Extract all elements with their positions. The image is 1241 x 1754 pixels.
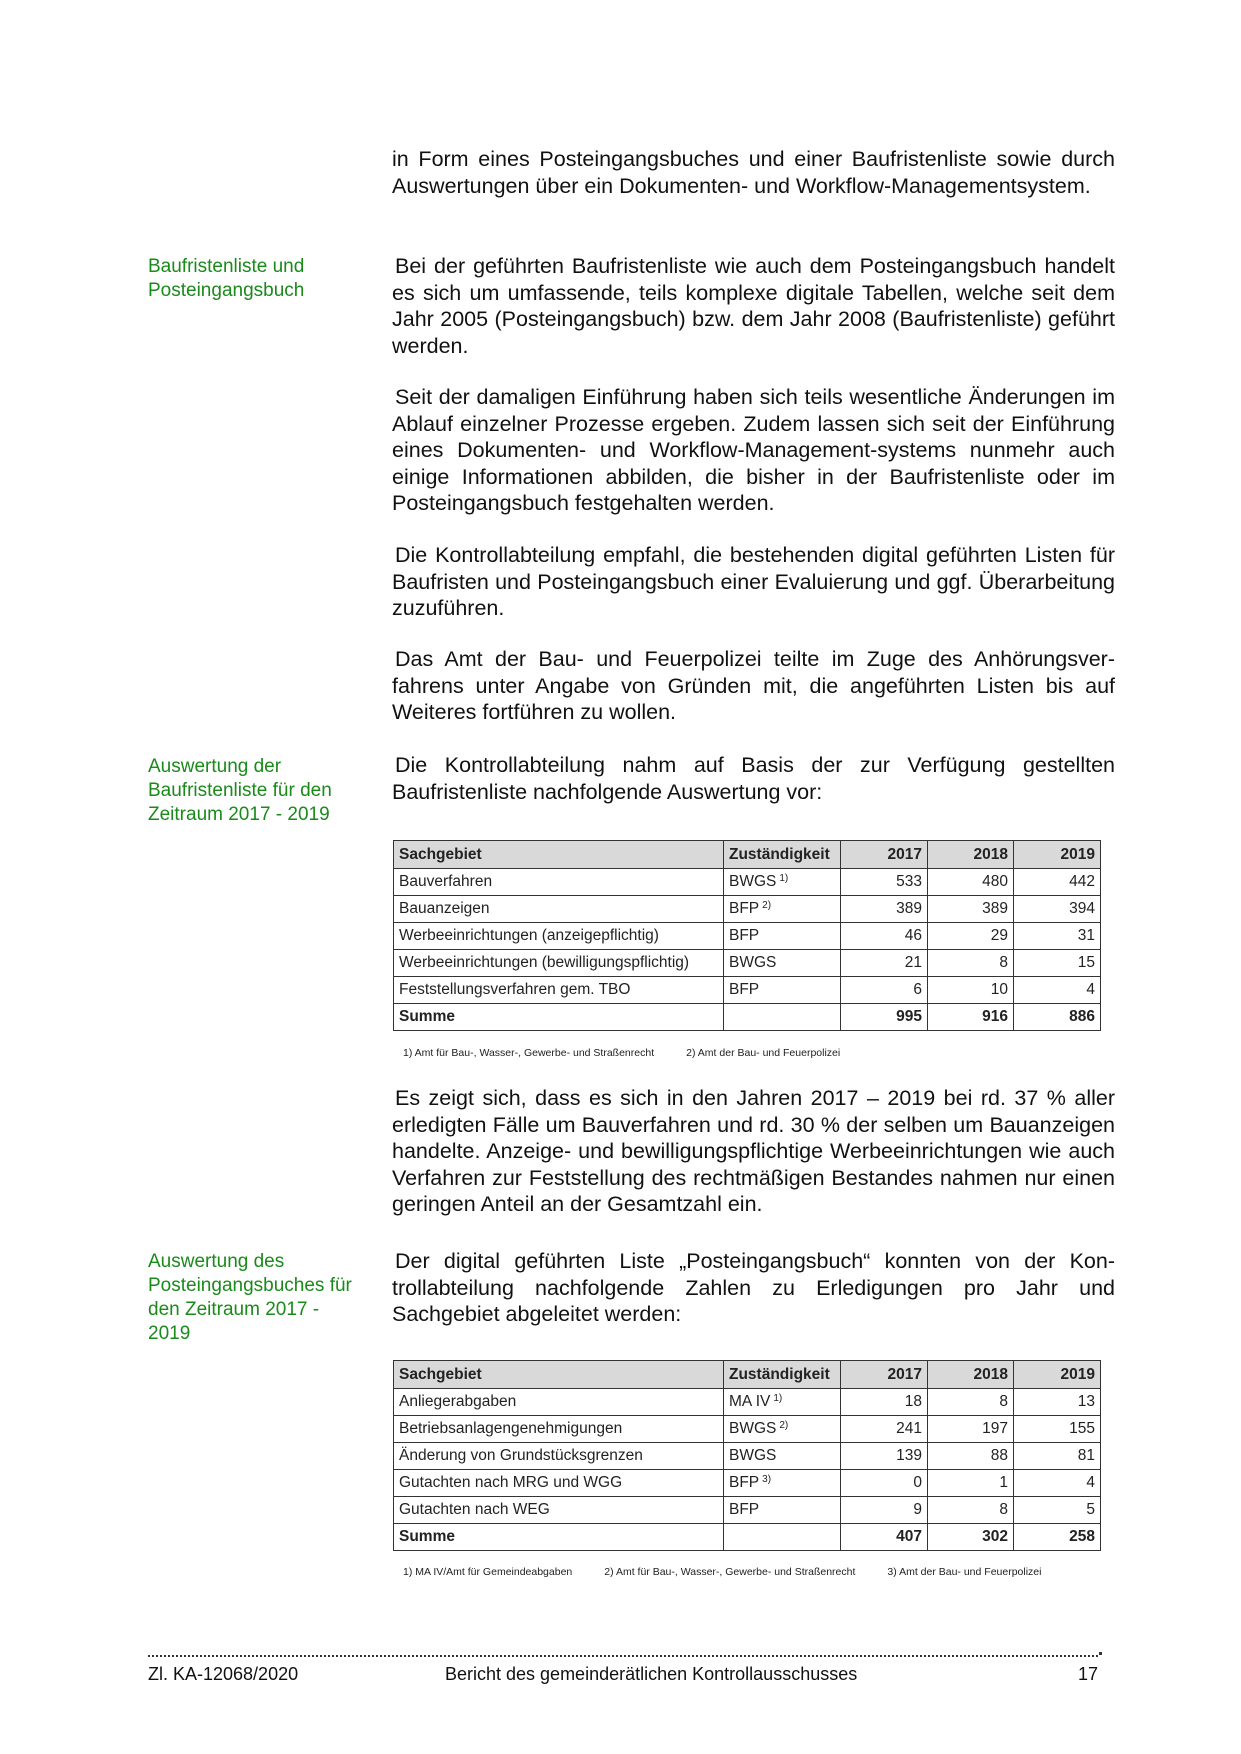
- cell-2017: 241: [841, 1416, 928, 1443]
- header-2017: 2017: [841, 841, 928, 869]
- cell-sachgebiet: Betriebsanlagengenehmigungen: [394, 1416, 724, 1443]
- cell-sachgebiet: Bauanzeigen: [394, 896, 724, 923]
- cell-2019: 5: [1014, 1497, 1101, 1524]
- cell-empty: [724, 1524, 841, 1551]
- header-sachgebiet: Sachgebiet: [394, 1361, 724, 1389]
- table-row: [394, 923, 1101, 950]
- table-row: [394, 1470, 1101, 1497]
- footnote-ref: 2): [762, 900, 772, 911]
- footnote-ref: 1): [779, 873, 789, 884]
- footer-reference: Zl. KA-12068/2020: [148, 1664, 299, 1684]
- table-sum-row: [394, 1004, 1101, 1031]
- cell-sachgebiet: Feststellungsverfahren gem. TBO: [394, 977, 724, 1004]
- cell-zustaendigkeit: BWGS: [724, 950, 841, 977]
- table-header-row: [394, 841, 1101, 869]
- margin-note-auswertung-baufristenliste: Auswertung der Baufristenliste für den Zeitraum 2017 - 2019: [148, 756, 332, 825]
- cell-sachgebiet: Änderung von Grundstücksgrenzen: [394, 1443, 724, 1470]
- table-row: [394, 1389, 1101, 1416]
- cell-2019: 4: [1014, 977, 1101, 1004]
- cell-summe-label: Summe: [394, 1524, 724, 1551]
- cell-2017: 18: [841, 1389, 928, 1416]
- table-row: [394, 1416, 1101, 1443]
- cell-2018: 10: [928, 977, 1014, 1004]
- cell-2019: 155: [1014, 1416, 1101, 1443]
- footnote-1: 1) MA IV/Amt für Gemeindeabgaben: [403, 1566, 573, 1578]
- cell-2019: 13: [1014, 1389, 1101, 1416]
- table-header-row: [394, 1361, 1101, 1389]
- cell-sachgebiet: Anliegerabgaben: [394, 1389, 724, 1416]
- cell-summe-label: Summe: [394, 1004, 724, 1031]
- cell-2017: 21: [841, 950, 928, 977]
- footer-title: Bericht des gemeinderätlichen Kontrollausschusses: [445, 1664, 858, 1684]
- paragraph-einfuehrung: Seit der damaligen Einführung haben sich teils wesentliche Änderungen im Ablauf einzelner Prozesse ergeben. Zudem lassen sich seit der Einführung eines Dokumenten- und Workflow-Management-systems nunmehr auch einige Informationen abbilden, die bisher in der Baufristenliste oder im Posteingangsbuch festgehalten werden.: [392, 385, 1115, 515]
- table-sum-row: [394, 1524, 1101, 1551]
- header-2018: 2018: [928, 1361, 1014, 1389]
- cell-2018: 88: [928, 1443, 1014, 1470]
- margin-note-baufristenliste: Baufristenliste und Posteingangsbuch: [148, 256, 305, 301]
- margin-note-auswertung-posteingangsbuch: Auswertung des Posteingangsbuches für den Zeitraum 2017 - 2019: [148, 1251, 352, 1344]
- cell-2019: 81: [1014, 1443, 1101, 1470]
- paragraph-empfehlung: Die Kontrollabteilung empfahl, die bestehenden digital geführten Listen für Baufristen und Posteingangsbuch einer Evaluierung und ggf. Überarbeitung zuzuführen.: [392, 543, 1115, 620]
- header-sachgebiet: Sachgebiet: [394, 841, 724, 869]
- header-2017: 2017: [841, 1361, 928, 1389]
- table-row: [394, 896, 1101, 923]
- table-row: [394, 977, 1101, 1004]
- footnote-ref: 3): [762, 1474, 772, 1485]
- header-2019: 2019: [1014, 841, 1101, 869]
- table2-footnotes: [403, 1566, 1073, 1578]
- footnote-ref: 2): [779, 1420, 789, 1431]
- cell-sum-2017: 407: [841, 1524, 928, 1551]
- cell-2017: 0: [841, 1470, 928, 1497]
- footer-divider: [148, 1655, 1098, 1657]
- table-row: [394, 950, 1101, 977]
- cell-2018: 8: [928, 950, 1014, 977]
- cell-empty: [724, 1004, 841, 1031]
- footnote-1: 1) Amt für Bau-, Wasser-, Gewerbe- und Straßenrecht: [403, 1047, 655, 1059]
- cell-2017: 389: [841, 896, 928, 923]
- cell-2018: 8: [928, 1389, 1014, 1416]
- cell-sum-2019: 258: [1014, 1524, 1101, 1551]
- paragraph-ergebnis: Es zeigt sich, dass es sich in den Jahren 2017 – 2019 bei rd. 37 % aller erledigten Fälle um Bauverfahren und rd. 30 % der selben um Bauanzeigen handelte. Anzeige- und bewilligungspflichtige Werbeeinrichtungen wie auch Verfahren zur Feststellung des rechtmäßigen Bestandes nahmen nur einen geringen Anteil an der Gesamtzahl ein.: [392, 1086, 1115, 1216]
- cell-2017: 9: [841, 1497, 928, 1524]
- cell-sachgebiet: Werbeeinrichtungen (bewilligungspflichtig): [394, 950, 724, 977]
- cell-2019: 15: [1014, 950, 1101, 977]
- cell-sum-2018: 916: [928, 1004, 1014, 1031]
- cell-sum-2019: 886: [1014, 1004, 1101, 1031]
- cell-2018: 29: [928, 923, 1014, 950]
- table-baufristenliste: [393, 840, 1101, 1031]
- cell-zustaendigkeit: BFP $^{3)}$: [724, 1470, 841, 1497]
- header-zustaendigkeit: Zuständigkeit: [724, 841, 841, 869]
- cell-zustaendigkeit: BWGS $^{1)}$: [724, 869, 841, 896]
- cell-2017: 6: [841, 977, 928, 1004]
- table-posteingangsbuch: [393, 1360, 1101, 1551]
- cell-2017: 46: [841, 923, 928, 950]
- cell-zustaendigkeit: BFP: [724, 977, 841, 1004]
- footnote-ref: 1): [773, 1393, 783, 1404]
- cell-2019: 394: [1014, 896, 1101, 923]
- table-row: [394, 1497, 1101, 1524]
- cell-2018: 389: [928, 896, 1014, 923]
- cell-zustaendigkeit: MA IV $^{1)}$: [724, 1389, 841, 1416]
- table-row: [394, 869, 1101, 896]
- paragraph-stellungnahme: Das Amt der Bau- und Feuerpolizei teilte im Zuge des Anhörungsverfahrens unter Angabe von Gründen mit, die angeführten Listen bis auf Weiteres fortführen zu wollen.: [392, 647, 1115, 724]
- footnote-3: 3) Amt der Bau- und Feuerpolizei: [887, 1566, 1042, 1578]
- cell-sachgebiet: Gutachten nach WEG: [394, 1497, 724, 1524]
- cell-zustaendigkeit: BWGS: [724, 1443, 841, 1470]
- cell-sachgebiet: Bauverfahren: [394, 869, 724, 896]
- cell-2018: 8: [928, 1497, 1014, 1524]
- cell-zustaendigkeit: BWGS $^{2)}$: [724, 1416, 841, 1443]
- page-number: 17: [1077, 1664, 1098, 1684]
- paragraph-intro: in Form eines Posteingangsbuches und einer Baufristenliste sowie durch Auswertungen über ein Dokumenten- und Workflow-Managementsystem.: [392, 147, 1115, 198]
- cell-2018: 197: [928, 1416, 1014, 1443]
- cell-zustaendigkeit: BFP: [724, 923, 841, 950]
- cell-zustaendigkeit: BFP $^{2)}$: [724, 896, 841, 923]
- cell-zustaendigkeit: BFP: [724, 1497, 841, 1524]
- paragraph-baufristenliste: Bei der geführten Baufristenliste wie auch dem Posteingangsbuch handelt es sich um umfassende, teils komplexe digitale Tabellen, welche seit dem Jahr 2005 (Posteingangsbuch) bzw. dem Jahr 2008 (Baufristenliste) geführt werden.: [392, 254, 1115, 358]
- cell-2017: 139: [841, 1443, 928, 1470]
- paragraph-auswertung-intro: Die Kontrollabteilung nahm auf Basis der zur Verfügung gestellten Baufristenliste nachfolgende Auswertung vor:: [392, 753, 1115, 804]
- cell-2019: 4: [1014, 1470, 1101, 1497]
- cell-sum-2017: 995: [841, 1004, 928, 1031]
- table1-footnotes: [403, 1047, 872, 1059]
- paragraph-posteingangsbuch-intro: Der digital geführten Liste „Posteingangsbuch“ konnten von der Kontrollabteilung nachfolgende Zahlen zu Erledigungen pro Jahr und Sachgebiet abgeleitet werden:: [392, 1249, 1115, 1326]
- cell-2019: 31: [1014, 923, 1101, 950]
- cell-2019: 442: [1014, 869, 1101, 896]
- cell-2018: 1: [928, 1470, 1014, 1497]
- header-2019: 2019: [1014, 1361, 1101, 1389]
- footnote-2: 2) Amt der Bau- und Feuerpolizei: [686, 1047, 841, 1059]
- footnote-2: 2) Amt für Bau-, Wasser-, Gewerbe- und Straßenrecht: [604, 1566, 856, 1578]
- cell-sachgebiet: Gutachten nach MRG und WGG: [394, 1470, 724, 1497]
- table-row: [394, 1443, 1101, 1470]
- cell-2017: 533: [841, 869, 928, 896]
- header-zustaendigkeit: Zuständigkeit: [724, 1361, 841, 1389]
- header-2018: 2018: [928, 841, 1014, 869]
- cell-2018: 480: [928, 869, 1014, 896]
- cell-sum-2018: 302: [928, 1524, 1014, 1551]
- cell-sachgebiet: Werbeeinrichtungen (anzeigepflichtig): [394, 923, 724, 950]
